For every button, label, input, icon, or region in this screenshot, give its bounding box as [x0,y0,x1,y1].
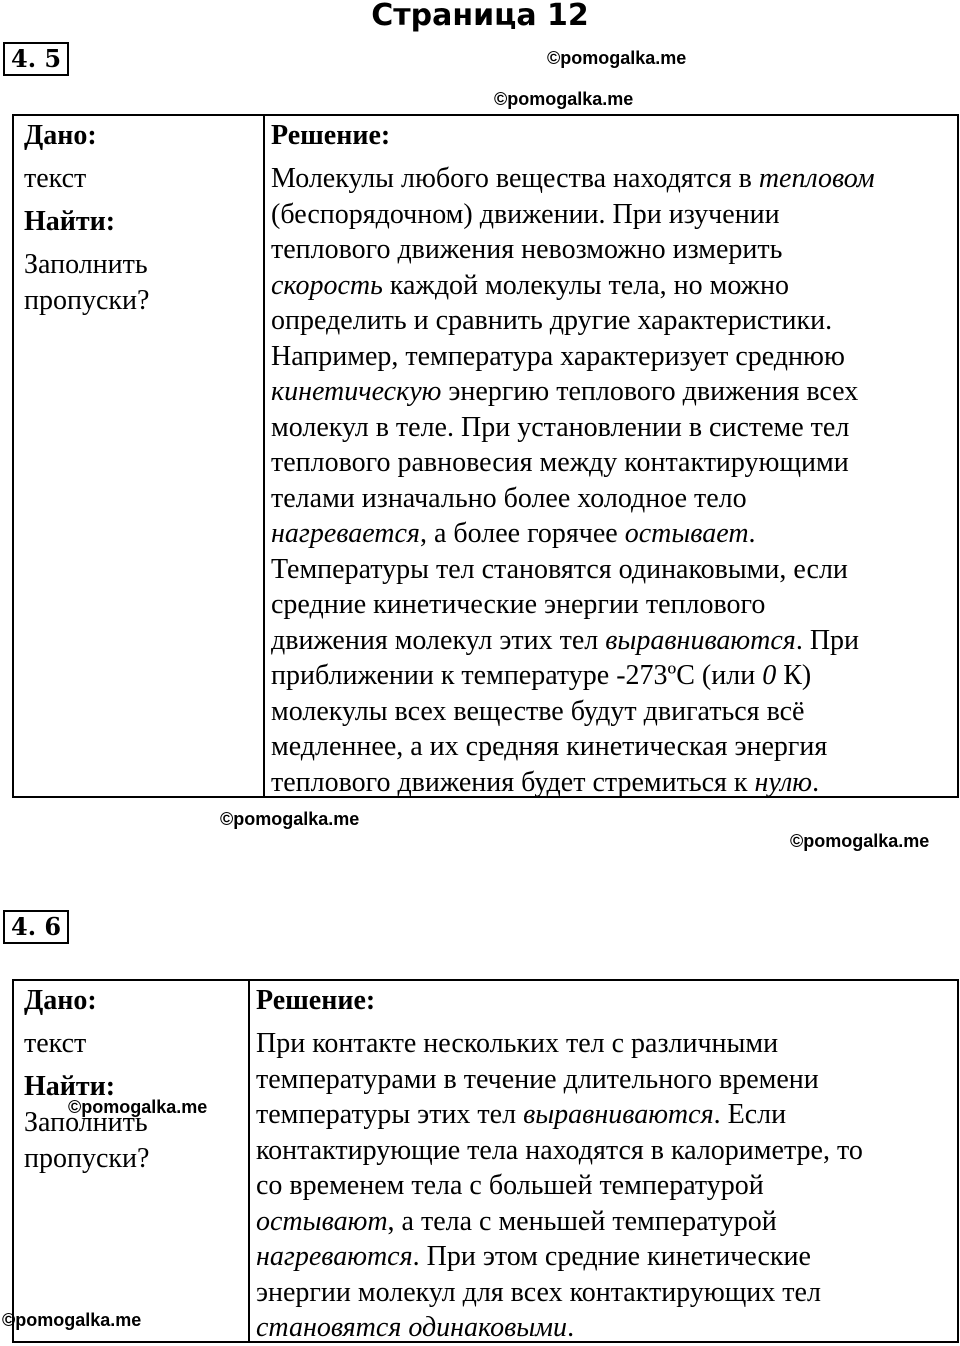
solution-label: Решение: [256,985,376,1016]
solution-line [271,410,951,446]
solution-line [271,481,951,517]
solution-line [271,232,951,268]
italic-term: кинетическую [271,376,442,407]
watermark: ©pomogalka.me [2,1310,142,1330]
task-4-5-table [12,114,959,798]
find-value: Заполнить [24,1107,148,1138]
solution-line [271,765,951,801]
italic-term: скорость [271,269,383,301]
text-segment: . [748,518,756,549]
italic-term: выравниваются [523,1099,714,1130]
find-value: пропуски? [24,1143,150,1174]
find-label: Найти: [24,1071,116,1102]
text-segment: . [567,1312,575,1343]
text-segment: теплового равновесия между контактирующими [271,447,849,478]
solution-line [271,445,951,481]
given-column [14,116,265,796]
watermark: ©pomogalka.me [494,89,634,109]
solution-line [271,623,951,659]
solution-line [256,1310,951,1346]
solution-line [256,1026,951,1062]
solution-line [271,552,951,588]
solution-line [256,1239,951,1275]
find-value: Заполнить [24,249,148,280]
text-segment: Температуры тел становятся одинаковыми, если [271,553,848,585]
solution-line [271,587,951,623]
text-segment: , а тела с меньшей температурой [387,1205,777,1237]
solution-line [256,1097,951,1133]
text-segment: Молекулы любого вещества находятся в [271,163,759,194]
find-value: пропуски? [24,285,150,316]
text-segment: со временем тела с большей температурой [256,1170,764,1201]
text-segment: теплового движения будет стремиться к [271,766,755,798]
text-segment: движения молекул этих тел [271,624,606,656]
text-segment: . Если [713,1099,787,1130]
text-segment: телами изначально более холодное тело [271,482,747,514]
task-number-4-5: 4. 5 [3,42,69,76]
solution-line [256,1062,951,1098]
text-segment: . При этом средние кинетические [412,1241,811,1272]
text-segment: При контакте нескольких тел с различными [256,1028,779,1059]
solution-line [256,1133,951,1169]
watermark: ©pomogalka.me [790,831,930,851]
italic-term: остывают [256,1205,388,1237]
solution-text [256,1026,951,1346]
text-segment: каждой молекулы тела, но можно [382,269,789,301]
text-segment: определить и сравнить другие характеристики. [271,305,833,336]
solution-line [271,694,951,730]
text-segment: контактирующие тела находятся в калориметре, то [256,1134,863,1166]
solution-line [271,197,951,233]
solution-line [256,1168,951,1204]
text-segment: энергии молекул для всех контактирующих тел [256,1276,821,1308]
solution-line [271,729,951,765]
solution-line [256,1275,951,1311]
solution-line [271,303,951,339]
text-segment: . [812,766,820,798]
italic-term: становятся одинаковыми [256,1312,568,1343]
text-segment: приближении к температуре -273ºС (или [271,660,763,691]
solution-column [261,116,957,796]
given-label: Дано: [24,985,97,1016]
italic-term: тепловом [758,163,875,194]
text-segment: Например, температура характеризует среднюю [271,340,845,372]
italic-term: выравниваются [605,624,796,656]
text-segment: температуры этих тел [256,1099,524,1130]
given-column [14,981,250,1341]
task-4-6-table [12,979,959,1343]
watermark: ©pomogalka.me [220,809,360,829]
solution-line [271,374,951,410]
italic-term: нагревается [271,518,420,549]
solution-line [271,339,951,375]
solution-line [256,1204,951,1240]
italic-term: остывает [624,518,749,549]
solution-line [271,516,951,552]
solution-column [246,981,957,1341]
italic-term: 0 [762,660,777,691]
page-title: Страница 12 [371,0,589,33]
text-segment: медленнее, а их средняя кинетическая энергия [271,731,828,762]
find-label: Найти: [24,206,116,237]
text-segment: , а более горячее [419,518,625,549]
given-value: текст [24,1028,87,1059]
solution-text [271,161,951,800]
text-segment: температурами в течение длительного времени [256,1063,819,1095]
task-number-4-6: 4. 6 [3,910,69,944]
watermark: ©pomogalka.me [68,1097,208,1117]
text-segment: энергию теплового движения всех [441,376,859,407]
text-segment: . При [795,624,860,656]
italic-term: нулю [754,766,813,798]
solution-line [271,161,951,197]
solution-line [271,658,951,694]
solution-label: Решение: [271,120,391,151]
text-segment: К) [776,660,812,691]
text-segment: (беспорядочном) движении. При изучении [271,198,780,230]
watermark: ©pomogalka.me [547,48,687,68]
text-segment: средние кинетические энергии теплового [271,589,766,620]
text-segment: молекул в теле. При установлении в системе тел [271,411,850,443]
given-value: текст [24,163,87,194]
italic-term: нагреваются [256,1241,413,1272]
solution-line [271,268,951,304]
text-segment: теплового движения невозможно измерить [271,234,783,265]
text-segment: молекулы всех веществе будут двигаться всё [271,695,805,727]
given-label: Дано: [24,120,97,151]
